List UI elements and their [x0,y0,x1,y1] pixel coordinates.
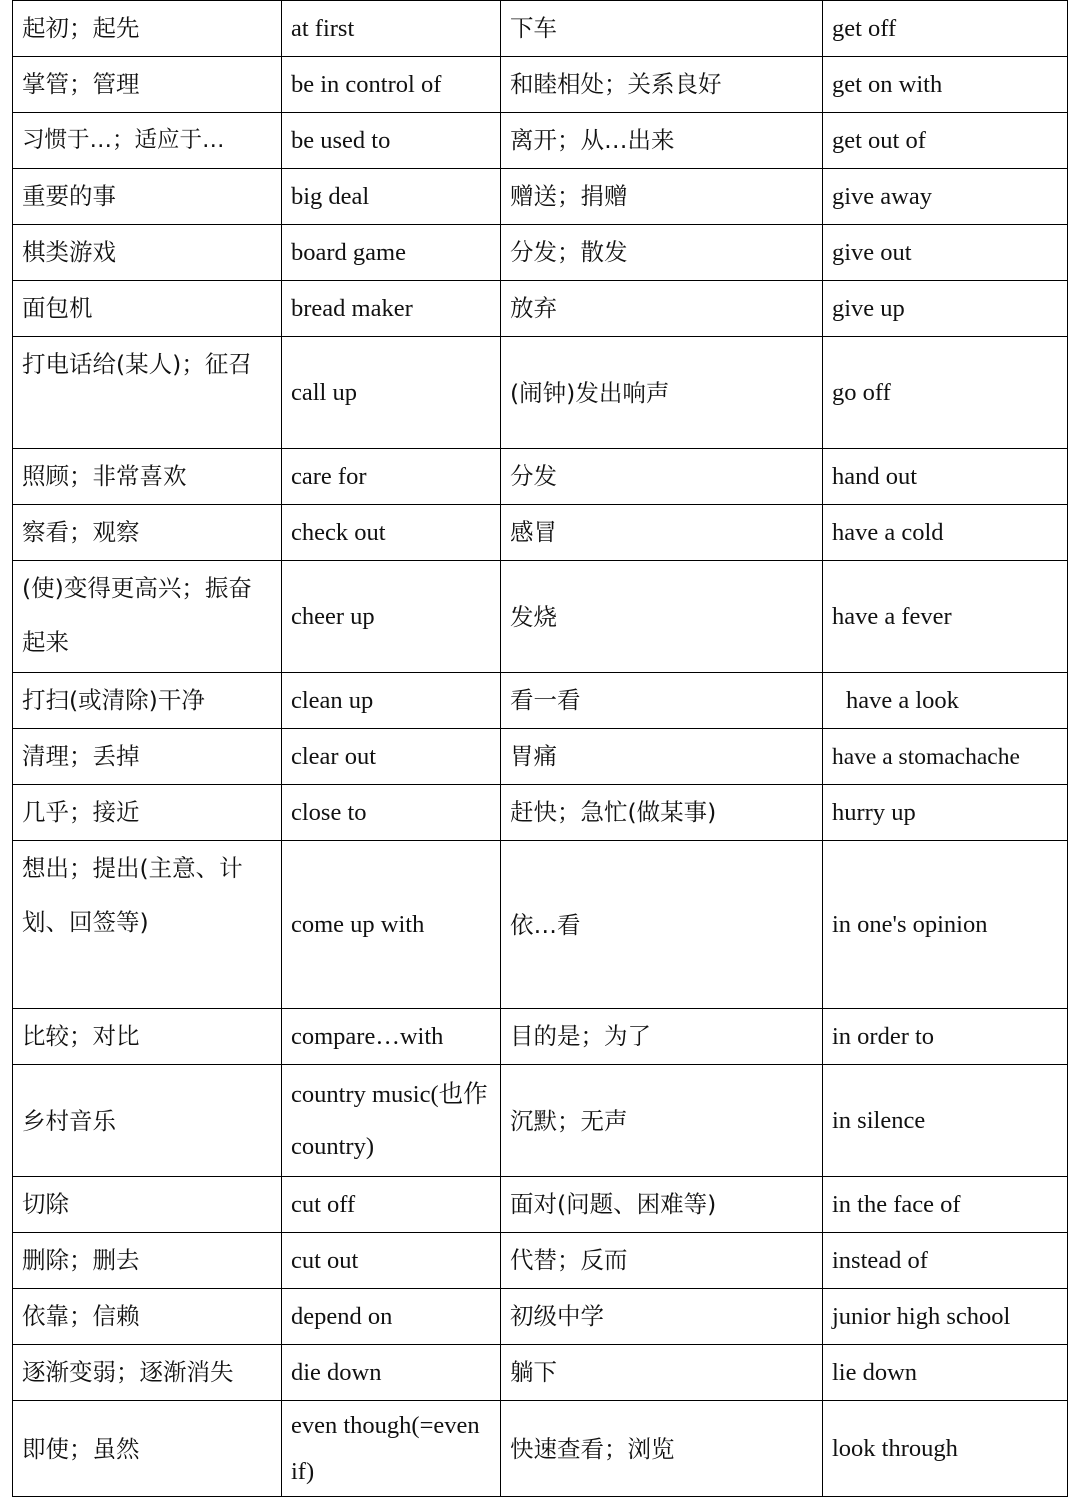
chinese-meaning-cell: 初级中学 [501,1289,823,1345]
chinese-meaning-cell: 切除 [13,1177,282,1233]
table-row [13,1,1068,57]
chinese-meaning-cell: 比较；对比 [13,1009,282,1065]
table-row [13,225,1068,281]
english-phrase-cell: get out of [823,113,1068,169]
english-phrase-cell: have a stomachache [823,729,1068,785]
english-phrase-cell: hurry up [823,785,1068,841]
table-row [13,561,1068,673]
english-phrase-cell: at first [282,1,501,57]
chinese-meaning-cell: 分发；散发 [501,225,823,281]
chinese-meaning-cell: 乡村音乐 [13,1065,282,1177]
chinese-meaning-cell: 即使；虽然 [13,1401,282,1497]
english-phrase-cell: be used to [282,113,501,169]
english-phrase-cell: call up [282,337,501,449]
table-row [13,729,1068,785]
chinese-meaning-cell: 依…看 [501,841,823,1009]
table-row [13,1401,1068,1497]
english-phrase-cell: bread maker [282,281,501,337]
english-phrase-cell: come up with [282,841,501,1009]
chinese-meaning-cell: 逐渐变弱；逐渐消失 [13,1345,282,1401]
table-row [13,841,1068,1009]
english-phrase-cell: junior high school [823,1289,1068,1345]
chinese-meaning-cell: 删除；删去 [13,1233,282,1289]
chinese-meaning-cell: 重要的事 [13,169,282,225]
english-phrase-cell: look through [823,1401,1068,1497]
chinese-meaning-cell: 清理；丢掉 [13,729,282,785]
english-phrase-cell: check out [282,505,501,561]
chinese-meaning-cell: 和睦相处；关系良好 [501,57,823,113]
english-phrase-cell: instead of [823,1233,1068,1289]
chinese-meaning-cell: 躺下 [501,1345,823,1401]
chinese-meaning-cell: 下车 [501,1,823,57]
english-phrase-cell: go off [823,337,1068,449]
english-phrase-cell: in order to [823,1009,1068,1065]
table-row [13,281,1068,337]
chinese-meaning-cell: 感冒 [501,505,823,561]
english-phrase-cell: be in control of [282,57,501,113]
table-row [13,57,1068,113]
chinese-meaning-cell: 掌管；管理 [13,57,282,113]
english-phrase-cell: clean up [282,673,501,729]
table-row [13,113,1068,169]
table-row [13,785,1068,841]
chinese-meaning-cell: 依靠；信赖 [13,1289,282,1345]
english-phrase-cell: country music(也作 country) [282,1065,501,1177]
english-phrase-cell: cut off [282,1177,501,1233]
table-row [13,1289,1068,1345]
chinese-meaning-cell: 面包机 [13,281,282,337]
chinese-meaning-cell: 察看；观察 [13,505,282,561]
chinese-meaning-cell: 分发 [501,449,823,505]
chinese-meaning-cell: 面对(问题、困难等) [501,1177,823,1233]
chinese-meaning-cell: 打扫(或清除)干净 [13,673,282,729]
english-phrase-cell: board game [282,225,501,281]
english-phrase-cell: have a look [823,673,1068,729]
table-row [13,1009,1068,1065]
chinese-meaning-cell: (使)变得更高兴；振奋起来 [13,561,282,673]
chinese-meaning-cell: 打电话给(某人)；征召 [13,337,282,449]
chinese-meaning-cell: 离开；从…出来 [501,113,823,169]
chinese-meaning-cell: 发烧 [501,561,823,673]
english-phrase-cell: in the face of [823,1177,1068,1233]
english-phrase-cell: clear out [282,729,501,785]
vocabulary-table [12,0,1068,1497]
chinese-meaning-cell: 赠送；捐赠 [501,169,823,225]
chinese-meaning-cell: 胃痛 [501,729,823,785]
english-phrase-cell: even though(=even if) [282,1401,501,1497]
english-phrase-cell: give away [823,169,1068,225]
chinese-meaning-cell: 沉默；无声 [501,1065,823,1177]
english-phrase-cell: lie down [823,1345,1068,1401]
table-row [13,169,1068,225]
english-phrase-cell: die down [282,1345,501,1401]
english-phrase-cell: get off [823,1,1068,57]
english-phrase-cell: big deal [282,169,501,225]
english-phrase-cell: have a cold [823,505,1068,561]
english-phrase-cell: give out [823,225,1068,281]
chinese-meaning-cell: 想出；提出(主意、计划、回签等) [13,841,282,1009]
english-phrase-cell: close to [282,785,501,841]
english-phrase-cell: have a fever [823,561,1068,673]
english-phrase-cell: hand out [823,449,1068,505]
table-row [13,449,1068,505]
table-row [13,673,1068,729]
english-phrase-cell: get on with [823,57,1068,113]
english-phrase-cell: compare…with [282,1009,501,1065]
chinese-meaning-cell: 几乎；接近 [13,785,282,841]
english-phrase-cell: in one's opinion [823,841,1068,1009]
chinese-meaning-cell: 照顾；非常喜欢 [13,449,282,505]
chinese-meaning-cell: 代替；反而 [501,1233,823,1289]
chinese-meaning-cell: 快速查看；浏览 [501,1401,823,1497]
table-row [13,1233,1068,1289]
english-phrase-cell: depend on [282,1289,501,1345]
table-row [13,1065,1068,1177]
chinese-meaning-cell: 习惯于…；适应于… [13,113,282,169]
table-row [13,505,1068,561]
chinese-meaning-cell: 棋类游戏 [13,225,282,281]
chinese-meaning-cell: 放弃 [501,281,823,337]
english-phrase-cell: care for [282,449,501,505]
english-phrase-cell: cheer up [282,561,501,673]
chinese-meaning-cell: 赶快；急忙(做某事) [501,785,823,841]
chinese-meaning-cell: 起初；起先 [13,1,282,57]
english-phrase-cell: give up [823,281,1068,337]
table-row [13,1345,1068,1401]
english-phrase-cell: in silence [823,1065,1068,1177]
table-row [13,1177,1068,1233]
table-row [13,337,1068,449]
chinese-meaning-cell: (闹钟)发出响声 [501,337,823,449]
chinese-meaning-cell: 看一看 [501,673,823,729]
chinese-meaning-cell: 目的是；为了 [501,1009,823,1065]
english-phrase-cell: cut out [282,1233,501,1289]
